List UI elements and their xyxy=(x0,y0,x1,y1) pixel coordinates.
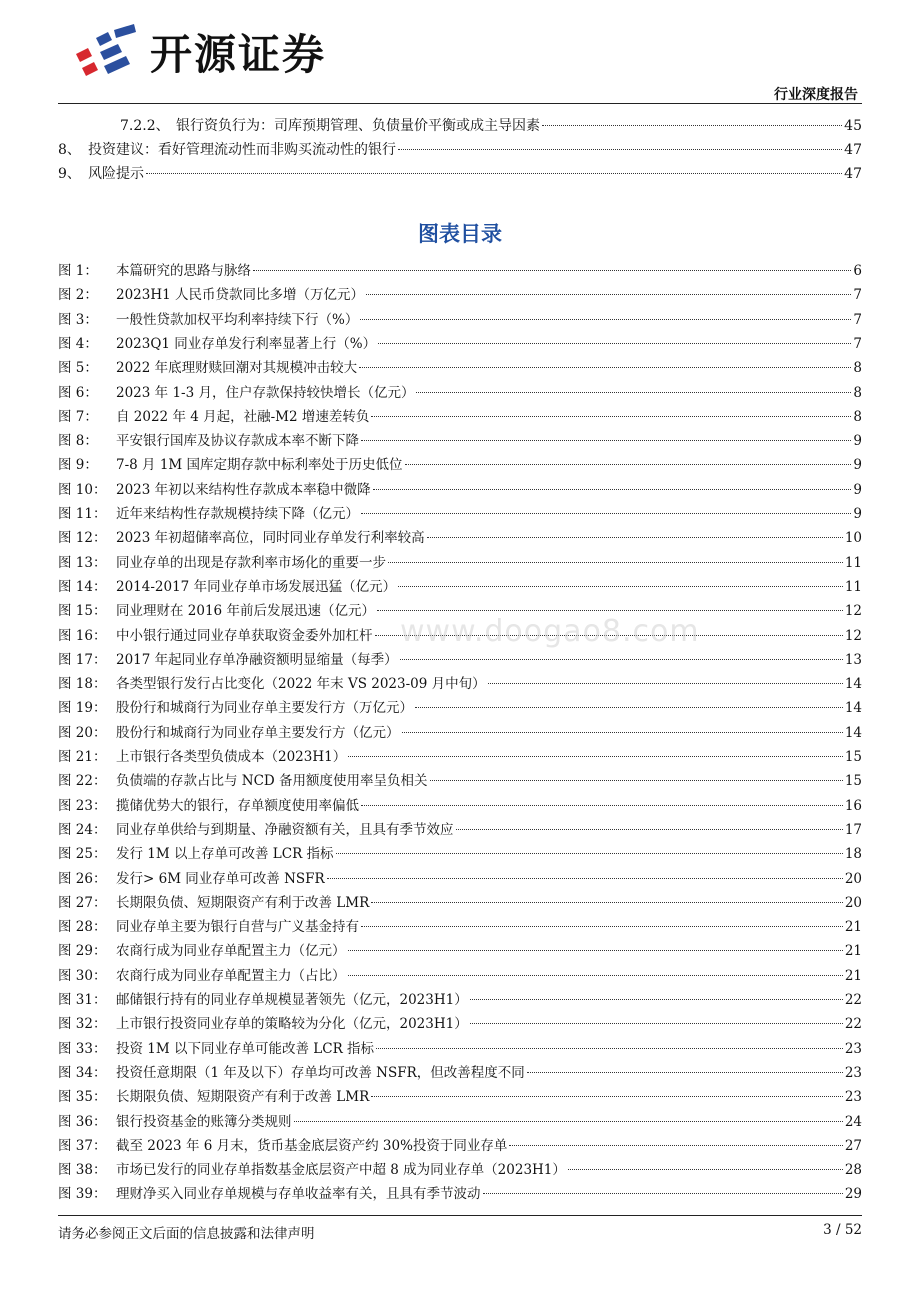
figure-label: 图 22： xyxy=(58,773,107,790)
figure-page: 16 xyxy=(844,797,862,814)
figure-title: 投资 1M 以下同业存单可能改善 LCR 指标 xyxy=(116,1040,375,1057)
header-divider xyxy=(58,103,862,104)
figure-entry[interactable] xyxy=(58,966,862,986)
toc-entry[interactable] xyxy=(120,116,862,136)
figure-page: 28 xyxy=(844,1162,862,1179)
figure-page: 8 xyxy=(853,384,862,401)
figure-title: 同业存单主要为银行自营与广义基金持有 xyxy=(116,919,359,936)
dot-leader xyxy=(416,392,851,393)
figure-entry[interactable] xyxy=(58,1063,862,1083)
figure-page: 15 xyxy=(844,773,862,790)
figure-label: 图 20： xyxy=(58,724,107,741)
figure-page: 23 xyxy=(844,1089,862,1106)
figure-page: 21 xyxy=(844,943,862,960)
figure-title: 近年来结构性存款规模持续下降（亿元） xyxy=(116,506,359,522)
figure-title: 长期限负债、短期限资产有利于改善 LMR xyxy=(116,894,370,911)
figure-label: 图 30： xyxy=(58,967,107,984)
figure-page: 21 xyxy=(844,967,862,984)
figure-label: 图 25： xyxy=(58,846,107,863)
figure-title: 银行投资基金的账簿分类规则 xyxy=(116,1113,292,1130)
dot-leader xyxy=(327,878,843,879)
figure-label: 图 2： xyxy=(58,287,98,304)
dot-leader xyxy=(361,805,843,806)
dot-leader xyxy=(430,780,843,781)
figure-page: 17 xyxy=(844,821,862,838)
dot-leader xyxy=(415,707,843,708)
figure-entry[interactable] xyxy=(58,1014,862,1034)
figure-entry[interactable] xyxy=(58,650,862,670)
figure-label: 图 8： xyxy=(58,433,98,450)
dot-leader xyxy=(348,975,843,976)
dot-leader xyxy=(361,926,843,927)
figure-title: 2023 年初超储率高位，同时同业存单发行利率较高 xyxy=(116,530,425,547)
toc-entry[interactable] xyxy=(58,164,862,184)
figure-label: 图 3： xyxy=(58,311,98,328)
dot-leader xyxy=(336,853,843,854)
figure-title: 本篇研究的思路与脉络 xyxy=(116,263,251,279)
dot-leader xyxy=(373,489,852,490)
figure-label: 图 33： xyxy=(58,1040,107,1057)
figure-label: 图 36： xyxy=(58,1113,107,1130)
figure-entry[interactable] xyxy=(58,796,862,816)
figure-title: 2023H1 人民币贷款同比多增（万亿元） xyxy=(116,287,365,304)
figure-page: 9 xyxy=(853,457,862,474)
figure-title: 同业存单供给与到期量、净融资额有关，且具有季节效应 xyxy=(116,821,454,838)
toc-page: 47 xyxy=(844,166,862,182)
figure-page: 23 xyxy=(844,1040,862,1057)
figure-entry[interactable] xyxy=(58,820,862,840)
figure-entry[interactable] xyxy=(58,504,862,524)
figure-label: 图 18： xyxy=(58,676,107,693)
figure-page: 9 xyxy=(853,433,862,450)
figure-entry[interactable] xyxy=(58,941,862,961)
dot-leader xyxy=(371,902,843,903)
figure-label: 图 11： xyxy=(58,506,107,522)
dot-leader xyxy=(359,367,851,368)
figure-entry[interactable] xyxy=(58,723,862,743)
figure-title: 发行 1M 以上存单可改善 LCR 指标 xyxy=(116,846,334,863)
figure-entry[interactable] xyxy=(58,553,862,573)
figure-entry[interactable] xyxy=(58,1087,862,1107)
figure-label: 图 4： xyxy=(58,335,98,352)
figure-title: 一般性贷款加权平均利率持续下行（%） xyxy=(116,311,359,328)
figure-title: 揽储优势大的银行，存单额度使用率偏低 xyxy=(116,797,359,814)
dot-leader xyxy=(527,1072,843,1073)
figure-entry[interactable] xyxy=(58,358,862,378)
figure-title: 截至 2023 年 6 月末，货币基金底层资产约 30%投资于同业存单 xyxy=(116,1137,508,1154)
figure-title: 农商行成为同业存单配置主力（占比） xyxy=(116,967,346,984)
figure-page: 29 xyxy=(844,1186,862,1203)
dot-leader xyxy=(488,683,843,684)
figure-page: 15 xyxy=(844,749,862,765)
figure-label: 图 17： xyxy=(58,651,107,668)
figure-page: 13 xyxy=(844,651,862,668)
dot-leader xyxy=(400,659,843,660)
figure-title: 发行> 6M 同业存单可改善 NSFR xyxy=(116,870,325,887)
dot-leader xyxy=(456,829,843,830)
dot-leader xyxy=(470,999,843,1000)
figure-label: 图 6： xyxy=(58,384,98,401)
figure-title: 2023Q1 同业存单发行利率显著上行（%） xyxy=(116,335,377,352)
dot-leader xyxy=(405,464,852,465)
figure-entry[interactable] xyxy=(58,455,862,475)
figure-entry[interactable] xyxy=(58,431,862,451)
dot-leader xyxy=(146,173,842,174)
dot-leader xyxy=(402,732,843,733)
figure-title: 农商行成为同业存单配置主力（亿元） xyxy=(116,943,346,960)
figure-page: 9 xyxy=(853,506,862,522)
figure-entry[interactable] xyxy=(58,310,862,330)
figure-title: 上市银行各类型负债成本（2023H1） xyxy=(116,749,347,765)
figure-page: 24 xyxy=(844,1113,862,1130)
toc-title: 投资建议：看好管理流动性而非购买流动性的银行 xyxy=(88,142,396,158)
figure-entry[interactable] xyxy=(58,577,862,597)
figure-label: 图 14： xyxy=(58,578,107,595)
dot-leader xyxy=(366,294,851,295)
figure-page: 23 xyxy=(844,1064,862,1081)
figure-label: 图 39： xyxy=(58,1186,107,1203)
figure-title: 2014-2017 年同业存单市场发展迅猛（亿元） xyxy=(116,578,397,595)
figure-page: 14 xyxy=(844,700,862,717)
figure-title: 2022 年底理财赎回潮对其规模冲击较大 xyxy=(116,360,358,377)
figure-title: 理财净买入同业存单规模与存单收益率有关，且具有季节波动 xyxy=(116,1186,481,1203)
dot-leader xyxy=(294,1121,843,1122)
dot-leader xyxy=(509,1145,842,1146)
dot-leader xyxy=(568,1169,843,1170)
toc-number: 7.2.2、 xyxy=(120,118,170,134)
figure-page: 21 xyxy=(844,919,862,936)
figure-entry[interactable] xyxy=(58,869,862,889)
figure-title: 同业存单的出现是存款利率市场化的重要一步 xyxy=(116,554,386,571)
figure-title: 同业理财在 2016 年前后发展迅速（亿元） xyxy=(116,603,375,620)
figure-entry[interactable] xyxy=(58,1184,862,1204)
figure-entry[interactable] xyxy=(58,334,862,354)
figure-page: 11 xyxy=(844,554,862,571)
dot-leader xyxy=(371,416,851,417)
figure-entry[interactable] xyxy=(58,1112,862,1132)
figure-entry[interactable] xyxy=(58,893,862,913)
figure-label: 图 16： xyxy=(58,627,107,644)
company-name: 开源证券 xyxy=(150,30,327,79)
toc-number: 9、 xyxy=(58,166,81,182)
figure-title: 长期限负债、短期限资产有利于改善 LMR xyxy=(116,1089,370,1106)
dot-leader xyxy=(427,537,843,538)
figure-title: 2023 年 1-3 月，住户存款保持较快增长（亿元） xyxy=(116,384,415,401)
dot-leader xyxy=(360,319,851,320)
figure-title: 平安银行国库及协议存款成本率不断下降 xyxy=(116,433,359,450)
figure-label: 图 24： xyxy=(58,821,107,838)
figure-label: 图 13： xyxy=(58,554,107,571)
page-header xyxy=(0,0,920,106)
figure-entry[interactable] xyxy=(58,261,862,281)
figure-page: 14 xyxy=(844,676,862,693)
figure-page: 7 xyxy=(853,287,862,304)
figure-title: 7-8 月 1M 国库定期存款中标利率处于历史低位 xyxy=(116,457,403,474)
figure-label: 图 26： xyxy=(58,870,107,887)
figure-page: 27 xyxy=(844,1137,862,1154)
figure-label: 图 23： xyxy=(58,797,107,814)
figure-entry[interactable] xyxy=(58,747,862,767)
dot-leader xyxy=(377,610,843,611)
figure-page: 9 xyxy=(853,481,862,498)
figure-page: 8 xyxy=(853,408,862,425)
figure-title: 负债端的存款占比与 NCD 备用额度使用率呈负相关 xyxy=(116,773,428,790)
figure-page: 12 xyxy=(844,627,862,644)
figure-title: 股份行和城商行为同业存单主要发行方（亿元） xyxy=(116,724,400,741)
dot-leader xyxy=(371,1096,843,1097)
figure-label: 图 29： xyxy=(58,943,107,960)
figure-entry[interactable] xyxy=(58,480,862,500)
report-type-label: 行业深度报告 xyxy=(774,87,858,103)
figure-page: 20 xyxy=(844,894,862,911)
dot-leader xyxy=(348,950,843,951)
figures-heading: 图表目录 xyxy=(418,222,502,246)
company-logo-icon xyxy=(74,24,142,82)
figure-title: 市场已发行的同业存单指数基金底层资产中超 8 成为同业存单（2023H1） xyxy=(116,1162,566,1179)
dot-leader xyxy=(398,149,842,150)
figure-label: 图 19： xyxy=(58,700,107,717)
figure-entry[interactable] xyxy=(58,407,862,427)
dot-leader xyxy=(361,440,851,441)
figure-entry[interactable] xyxy=(58,285,862,305)
dot-leader xyxy=(348,756,843,757)
toc-page: 45 xyxy=(844,118,862,134)
figure-page: 18 xyxy=(844,846,862,863)
toc-title: 风险提示 xyxy=(88,166,144,182)
dot-leader xyxy=(470,1023,843,1024)
figure-page: 10 xyxy=(844,530,862,547)
figure-entry[interactable] xyxy=(58,917,862,937)
figure-entry[interactable] xyxy=(58,528,862,548)
figure-title: 股份行和城商行为同业存单主要发行方（万亿元） xyxy=(116,700,413,717)
figure-label: 图 28： xyxy=(58,919,107,936)
figure-label: 图 31： xyxy=(58,992,107,1008)
toc-number: 8、 xyxy=(58,142,81,158)
figure-label: 图 27： xyxy=(58,894,107,911)
figure-title: 中小银行通过同业存单获取资金委外加杠杆 xyxy=(116,627,373,644)
figure-page: 20 xyxy=(844,870,862,887)
toc-entry[interactable] xyxy=(58,140,862,160)
figure-page: 22 xyxy=(844,992,862,1008)
figure-label: 图 12： xyxy=(58,530,107,547)
dot-leader xyxy=(483,1193,843,1194)
dot-leader xyxy=(376,1048,843,1049)
figure-title: 邮储银行持有的同业存单规模显著领先（亿元，2023H1） xyxy=(116,992,468,1008)
toc-title: 银行资负行为：司库预期管理、负债量价平衡或成主导因素 xyxy=(176,118,540,134)
figure-entry[interactable] xyxy=(58,1160,862,1180)
figure-title: 各类型银行发行占比变化（2022 年末 VS 2023-09 月中旬） xyxy=(116,676,486,693)
figure-label: 图 1： xyxy=(58,263,98,279)
figure-page: 11 xyxy=(844,578,862,595)
figure-page: 8 xyxy=(853,360,862,377)
figure-page: 22 xyxy=(844,1016,862,1033)
figure-label: 图 10： xyxy=(58,481,107,498)
figure-label: 图 37： xyxy=(58,1137,107,1154)
figure-entry[interactable] xyxy=(58,1039,862,1059)
dot-leader xyxy=(398,586,843,587)
figure-label: 图 15： xyxy=(58,603,107,620)
watermark-text: www.doogao8.com xyxy=(400,614,700,649)
figure-entry[interactable] xyxy=(58,383,862,403)
figure-page: 7 xyxy=(853,311,862,328)
figure-page: 12 xyxy=(844,603,862,620)
footer-divider xyxy=(58,1215,862,1216)
figure-label: 图 5： xyxy=(58,360,98,377)
footer-disclaimer: 请务必参阅正文后面的信息披露和法律声明 xyxy=(58,1226,315,1242)
page-number: 3 / 52 xyxy=(823,1222,862,1238)
figure-title: 投资任意期限（1 年及以下）存单均可改善 NSFR，但改善程度不同 xyxy=(116,1064,525,1081)
figure-entry[interactable] xyxy=(58,1136,862,1156)
figure-label: 图 9： xyxy=(58,457,98,474)
figure-title: 自 2022 年 4 月起，社融-M2 增速差转负 xyxy=(116,408,370,425)
figure-label: 图 7： xyxy=(58,408,98,425)
figure-title: 2023 年初以来结构性存款成本率稳中微降 xyxy=(116,481,371,498)
figure-page: 6 xyxy=(853,263,862,279)
figure-entry[interactable] xyxy=(58,990,862,1010)
figure-entry[interactable] xyxy=(58,844,862,864)
figure-label: 图 35： xyxy=(58,1089,107,1106)
figure-label: 图 32： xyxy=(58,1016,107,1033)
figure-entry[interactable] xyxy=(58,698,862,718)
dot-leader xyxy=(253,270,851,271)
figure-entry[interactable] xyxy=(58,771,862,791)
dot-leader xyxy=(388,562,843,563)
figure-label: 图 38： xyxy=(58,1162,107,1179)
dot-leader xyxy=(542,125,842,126)
dot-leader xyxy=(361,513,851,514)
figure-label: 图 34： xyxy=(58,1064,107,1081)
figure-title: 2017 年起同业存单净融资额明显缩量（每季） xyxy=(116,651,398,668)
figure-page: 14 xyxy=(844,724,862,741)
figure-title: 上市银行投资同业存单的策略较为分化（亿元，2023H1） xyxy=(116,1016,468,1033)
toc-page: 47 xyxy=(844,142,862,158)
figure-page: 7 xyxy=(853,335,862,352)
figure-label: 图 21： xyxy=(58,749,107,765)
figure-entry[interactable] xyxy=(58,674,862,694)
dot-leader xyxy=(378,343,851,344)
